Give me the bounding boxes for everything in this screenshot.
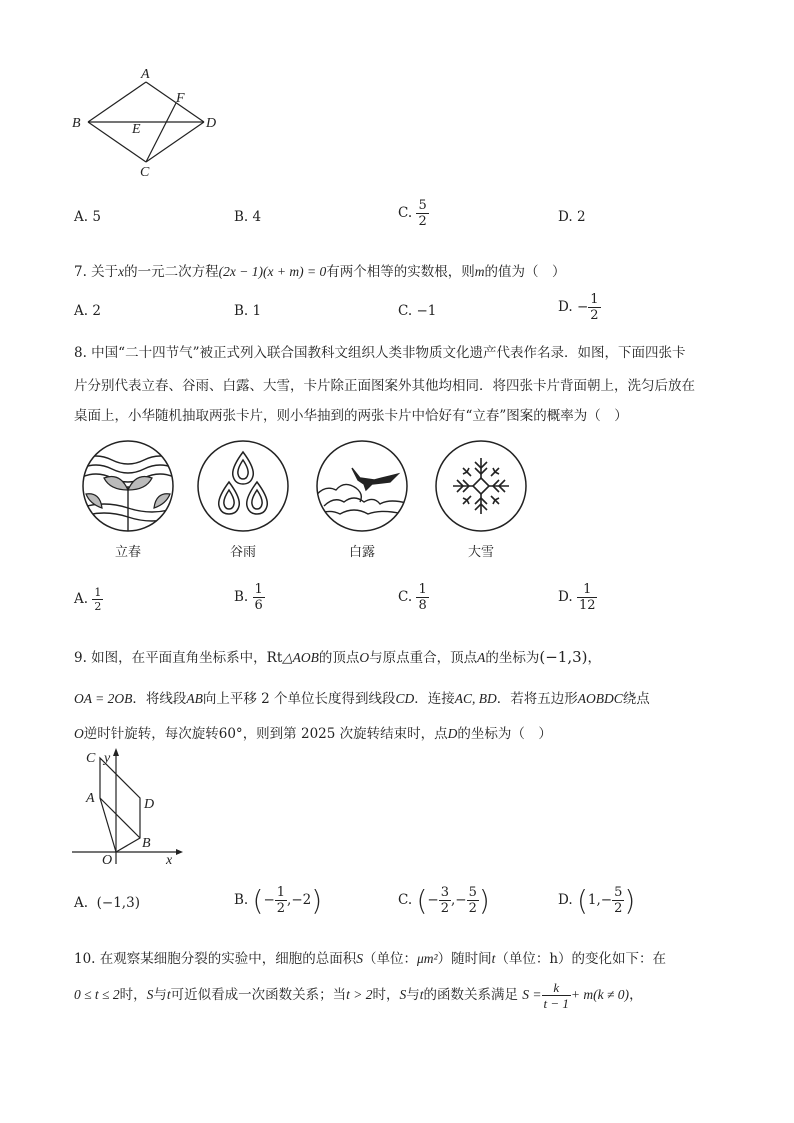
q9-coordinate-figure (66, 744, 186, 870)
q9-label-d: D (144, 797, 155, 812)
sprout-icon (80, 438, 176, 534)
q6-label-d: D (206, 116, 217, 131)
q6-label-a: A (141, 67, 150, 82)
q8-option-d: D. $\frac{1}{12}$ (558, 582, 596, 613)
fraction: $\frac{5}{2}$ (418, 198, 427, 229)
card-caption-lichun: 立春 (114, 545, 141, 560)
fraction: $\frac{k}{t - 1}$ (543, 980, 569, 1011)
fraction: $\frac{1}{2}$ (590, 292, 599, 323)
q7-option-d: D. − $\frac{1}{2}$ (558, 292, 599, 323)
q8-stem-line-2: 片分别代表立春、谷雨、白露、大雪，卡片除正面图案外其他均相同．将四张卡片背面朝上，洗匀后放在 (74, 378, 695, 394)
q6-option-b: B. 4 (234, 209, 262, 225)
fraction: $\frac{1}{2}$ (94, 586, 102, 613)
q9-option-a: A. (−1,3) (74, 895, 140, 911)
fraction: $\frac{5}{2}$ (614, 885, 623, 916)
fraction: $\frac{1}{2}$ (276, 885, 286, 916)
fraction: $\frac{1}{6}$ (254, 582, 263, 613)
snowflake-icon (433, 438, 529, 534)
q9-stem-line-3: O逆时针旋转，每次旋转60°，则到第 2025 次旋转结束时，点D的坐标为（ ） (74, 726, 552, 742)
q9-label-b: B (142, 836, 151, 851)
q8-option-a: A. $\frac{1}{2}$ (74, 586, 102, 613)
q8-option-c: C. $\frac{1}{8}$ (398, 582, 427, 613)
card-caption-guyu: 谷雨 (229, 545, 256, 560)
fraction: $\frac{3}{2}$ (440, 885, 449, 916)
q6-rhombus-figure (66, 62, 226, 182)
q8-option-b: B. $\frac{1}{6}$ (234, 582, 263, 613)
q10-stem-line-1: 10. 在观察某细胞分裂的实验中，细胞的总面积S（单位：μm²）随时间t（单位：h）的变化如下：在 (74, 951, 667, 967)
q9-stem-line-2: OA = 2OB．将线段AB向上平移 2 个单位长度得到线段CD．连接AC, BD．若将五边形AOBDC绕点 (74, 691, 650, 707)
fraction: $\frac{5}{2}$ (468, 885, 477, 916)
q6-label-c: C (140, 165, 150, 180)
q6-label-b: B (72, 116, 81, 131)
q9-label-y: y (104, 751, 111, 766)
q9-label-x: x (166, 853, 173, 868)
bird-clouds-icon (314, 438, 410, 534)
q9-option-b: B. (− $\frac{1}{2}$ ,−2) (234, 884, 323, 917)
q6-option-c: C. $\frac{5}{2}$ (398, 198, 427, 229)
q9-option-c: C. (− $\frac{3}{2}$ ,− $\frac{5}{2}$ ) (398, 884, 490, 917)
q7-option-a: A. 2 (74, 303, 101, 319)
q10-stem-line-2: 0 ≤ t ≤ 2时，S与t可近似看成一次函数关系；当t > 2时，S与t的函数关系满足 S = $\frac{k}{t - 1}$ + m(k ≠ 0)， (74, 980, 643, 1011)
q9-stem-line-1: 9. 如图，在平面直角坐标系中，Rt△AOB的顶点O与原点重合，顶点A的坐标为(−1,3)， (74, 648, 602, 666)
fraction: $\frac{1}{8}$ (418, 582, 427, 613)
q6-label-e: E (132, 122, 141, 137)
q9-label-o: O (102, 853, 113, 868)
fraction: $\frac{1}{12}$ (578, 582, 596, 613)
raindrops-icon (195, 438, 291, 534)
q7-stem: 7. 关于x的一元二次方程(2x − 1)(x + m) = 0有两个相等的实数根，则m的值为（ ） (74, 264, 566, 280)
q7-option-c: C. −1 (398, 303, 437, 319)
card-caption-daxue: 大雪 (467, 545, 494, 560)
card-caption-bailu: 白露 (348, 545, 375, 560)
q6-option-a: A. 5 (74, 209, 101, 225)
q9-option-d: D. (1,− $\frac{5}{2}$ ) (558, 884, 636, 917)
q8-stem-line-3: 桌面上，小华随机抽取两张卡片，则小华抽到的两张卡片中恰好有“立春”图案的概率为（ ） (74, 408, 628, 424)
q8-stem-line-1: 8. 中国“二十四节气”被正式列入联合国教科文组织人类非物质文化遗产代表作名录．如图，下面四张卡 (74, 345, 686, 361)
q6-option-d: D. 2 (558, 209, 586, 225)
q7-option-b: B. 1 (234, 303, 262, 319)
q9-label-a: A (86, 791, 95, 806)
q6-label-f: F (176, 91, 185, 106)
q9-label-c: C (86, 751, 96, 766)
